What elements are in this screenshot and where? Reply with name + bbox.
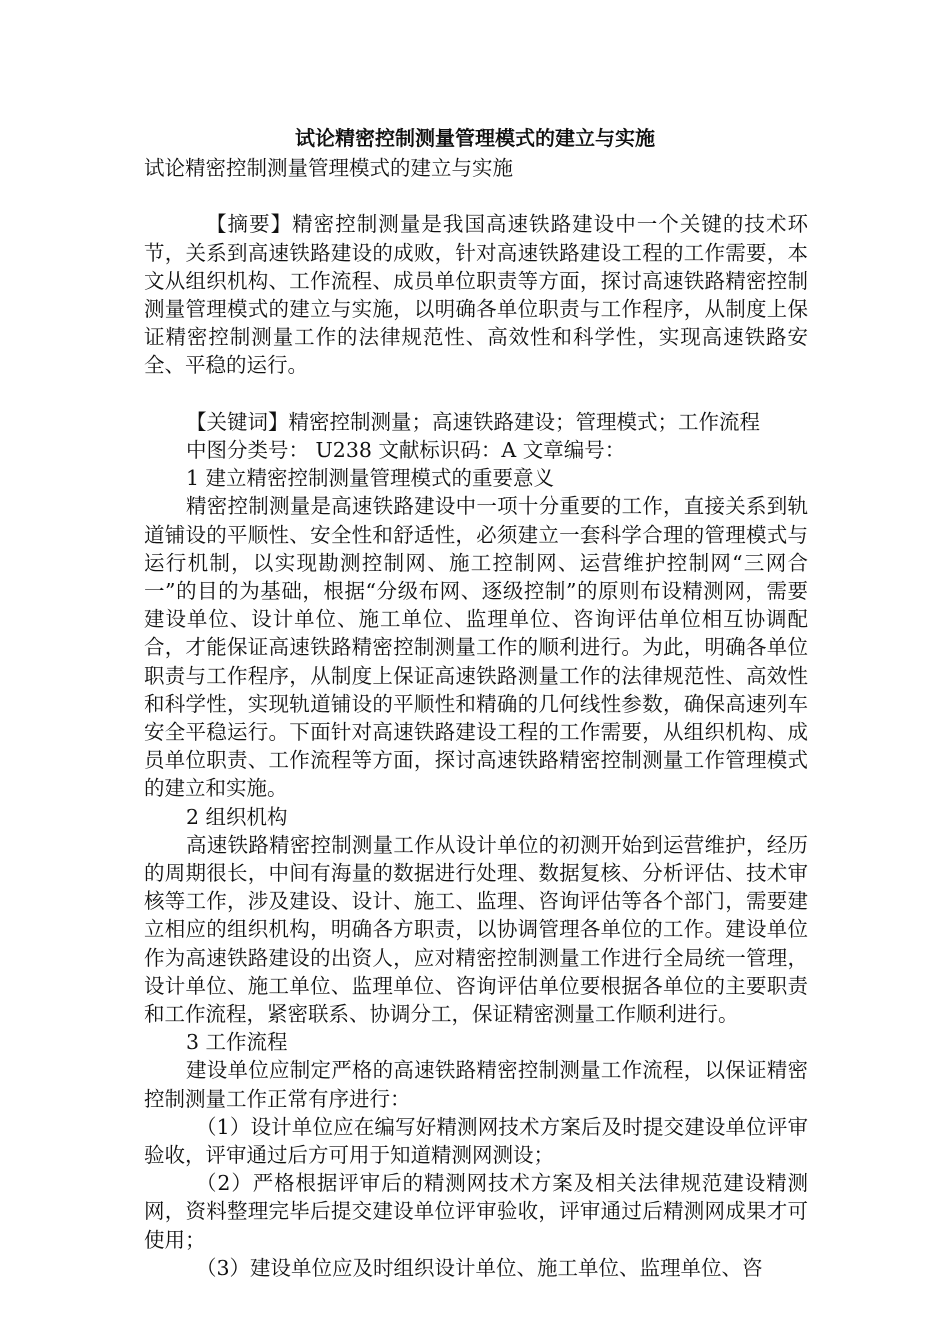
section-2-paragraph: 高速铁路精密控制测量工作从设计单位的初测开始到运营维护，经历的周期很长，中间有海量的数据进行处理、数据复核、分析评估、技术审核等工作，涉及建设、设计、施工、监理、咨询评估等各个部门，需要建立相应的组织机构，明确各方职责，以协调管理各单位的工作。建设单位作为高速铁路建设的出资人，应对精密控制测量工作进行全局统一管理，设计单位、施工单位、监理单位、咨询评估单位要根据各单位的主要职责和工作流程，紧密联系、协调分工，保证精密测量工作顺利进行。 [144,832,808,1027]
list-item: （3）建设单位应及时组织设计单位、施工单位、监理单位、咨 [196,1255,763,1280]
section-1-heading: 1 建立精密控制测量管理模式的重要意义 [186,466,555,491]
document-subtitle: 试论精密控制测量管理模式的建立与实施 [144,156,513,180]
section-3-heading: 3 工作流程 [186,1030,288,1055]
section-2-heading: 2 组织机构 [186,804,288,829]
section-3-paragraph: 建设单位应制定严格的高速铁路精密控制测量工作流程，以保证精密控制测量工作正常有序进行： [144,1058,808,1111]
blank-line [144,182,808,210]
list-item: （2）严格根据评审后的精测网技术方案及相关法律规范建设精测网，资料整理完毕后提交建设单位评审验收，评审通过后精测网成果才可使用； [144,1171,808,1252]
keywords-paragraph: 【关键词】精密控制测量；高速铁路建设；管理模式；工作流程 [186,409,760,434]
blank-line [144,380,808,408]
document-body [144,154,808,1282]
abstract-paragraph: 【摘要】精密控制测量是我国高速铁路建设中一个关键的技术环节，关系到高速铁路建设的成败，针对高速铁路建设工程的工作需要，本文从组织机构、工作流程、成员单位职责等方面，探讨高速铁路精密控制测量管理模式的建立与实施，以明确各单位职责与工作程序，从制度上保证精密控制测量工作的法律规范性、高效性和科学性，实现高速铁路安全、平稳的运行。 [144,212,808,378]
list-item: （1）设计单位应在编写好精测网技术方案后及时提交建设单位评审验收，评审通过后方可用于知道精测网测设； [144,1114,808,1168]
classification-line: 中图分类号： U238 文献标识码：A 文章编号： [186,438,626,462]
section-1-paragraph: 精密控制测量是高速铁路建设中一项十分重要的工作，直接关系到轨道铺设的平顺性、安全性和舒适性，必须建立一套科学合理的管理模式与运行机制，以实现勘测控制网、施工控制网、运营维护控制网“三网合一”的目的为基础，根据“分级布网、逐级控制”的原则布设精测网，需要建设单位、设计单位、施工单位、监理单位、咨询评估单位相互协调配合，才能保证高速铁路精密控制测量工作的顺利进行。为此，明确各单位职责与工作程序，从制度上保证高速铁路测量工作的法律规范性、高效性和科学性，实现轨道铺设的平顺性和精确的几何线性参数，确保高速列车安全平稳运行。下面针对高速铁路建设工程的工作需要，从组织机构、成员单位职责、工作流程等方面，探讨高速铁路精密控制测量工作管理模式的建立和实施。 [144,494,808,801]
document-title: 试论精密控制测量管理模式的建立与实施 [295,126,655,150]
